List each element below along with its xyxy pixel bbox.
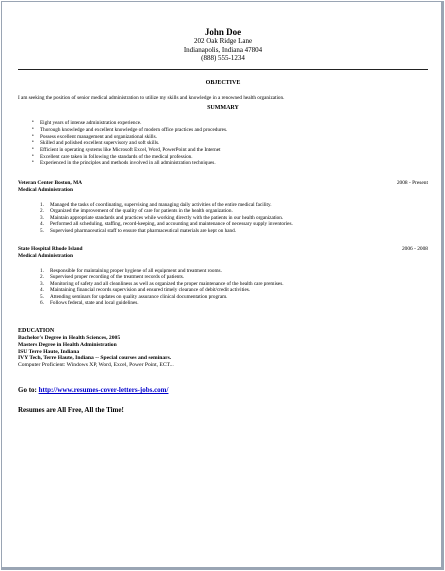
job-duties-list	[40, 268, 428, 306]
duty-item: 4. Performed all scheduling, staffing, record-keeping, and accounting and maintenance of necessary supply inventories.	[40, 221, 293, 228]
job-dates: 2006 - 2008	[401, 246, 428, 253]
duty-item: 4. Maintaining financial records supervision and ensured timely clearance of debit/credit activities.	[40, 287, 251, 294]
education-heading: EDUCATION	[18, 328, 55, 335]
address-line: 202 Oak Ridge Lane	[193, 37, 253, 45]
school-ivy-tech: IVY Tech, Terre Haute, Indiana -- Special courses and seminars.	[18, 355, 172, 362]
job-organization: Veteran Center Boston, MA	[18, 180, 83, 187]
tagline: Resumes are All Free, All the Time!	[18, 406, 124, 415]
summary-item: • Efficient in operating systems like Microsoft Excel, Word, PowerPoint and the Internet	[32, 147, 428, 154]
computer-skills: Computer Proficient: Windows XP, Word, Excel, Power Point, ECT...	[18, 361, 174, 368]
candidate-name: John Doe	[204, 27, 242, 37]
degree-masters: Masters Degree in Health Administration	[18, 342, 117, 349]
goto-label: Go to:	[18, 386, 37, 395]
duty-item: 3. Maintain appropriate standards and practices while working directly with the patients in our health organization.	[40, 214, 284, 221]
summary-list	[32, 120, 428, 167]
job-organization: State Hospital Rhode Island	[18, 246, 83, 253]
resume-header	[18, 27, 428, 63]
duty-item: 2. Organized the improvement of the quality of care for patients in the health organization.	[40, 208, 233, 215]
duty-item: 6. Follows federal, state and local guidelines.	[40, 300, 139, 307]
city-line: Indianapolis, Indiana 47804	[183, 45, 263, 54]
job-dates: 2008 - Present	[396, 180, 428, 187]
summary-item: • Excellent care taken in following the standards of the medical profession.	[32, 154, 428, 161]
degree-bachelor: Bachelor's Degree in Health Sciences, 2005	[18, 335, 121, 342]
duty-item: 1. Responsible for maintaining proper hygiene of all equipment and treatment rooms.	[40, 268, 222, 275]
resume-page	[18, 0, 428, 415]
duty-item: 2. Supervised proper recording of the treatment records of patients.	[40, 274, 185, 281]
summary-item: • Eight years of intense administration experience.	[32, 120, 428, 127]
job-duties-list	[40, 202, 428, 234]
summary-item: • Thorough knowledge and excellent knowledge of modern office practices and procedures.	[32, 127, 428, 134]
summary-item: • Possess excellent management and organizational skills.	[32, 134, 428, 141]
duty-item: 5. Attending seminars for updates on quality assurance clinical documentation program.	[40, 293, 228, 300]
goto-line	[18, 386, 428, 395]
objective-text: I am seeking the position of senior medical administration to utilize my skills and knowledge in a renowned health organization.	[18, 94, 285, 101]
summary-item: • Experienced in the principles and methods involved in all administration techniques.	[32, 160, 428, 167]
job-header	[18, 246, 428, 253]
header-divider	[18, 69, 428, 70]
summary-item: • Skilled and polished excellent supervisory and soft skills.	[32, 140, 428, 147]
objective-heading: OBJECTIVE	[205, 79, 241, 86]
duty-item: 5. Supervised pharmaceutical staff to ensure that pharmaceutical materials are kept on hand.	[40, 227, 237, 234]
duty-item: 3. Monitoring of safety and all cleanliness as well as organized the proper maintenance of the health care premises.	[40, 280, 284, 287]
school-isu: ISU Terre Haute, Indiana	[18, 348, 80, 355]
phone-line: (888) 555-1234	[201, 54, 245, 62]
job-title: Medical Administration	[18, 187, 73, 194]
duty-item: 1. Managed the tasks of coordinating, supervising and managing daily activities of the entire medical facility.	[40, 202, 272, 209]
job-title: Medical Administration	[18, 253, 73, 260]
website-link[interactable]: http://www.resumes-cover-letters-jobs.com/	[38, 386, 169, 395]
summary-heading: SUMMARY	[207, 105, 239, 112]
job-header	[18, 180, 428, 187]
